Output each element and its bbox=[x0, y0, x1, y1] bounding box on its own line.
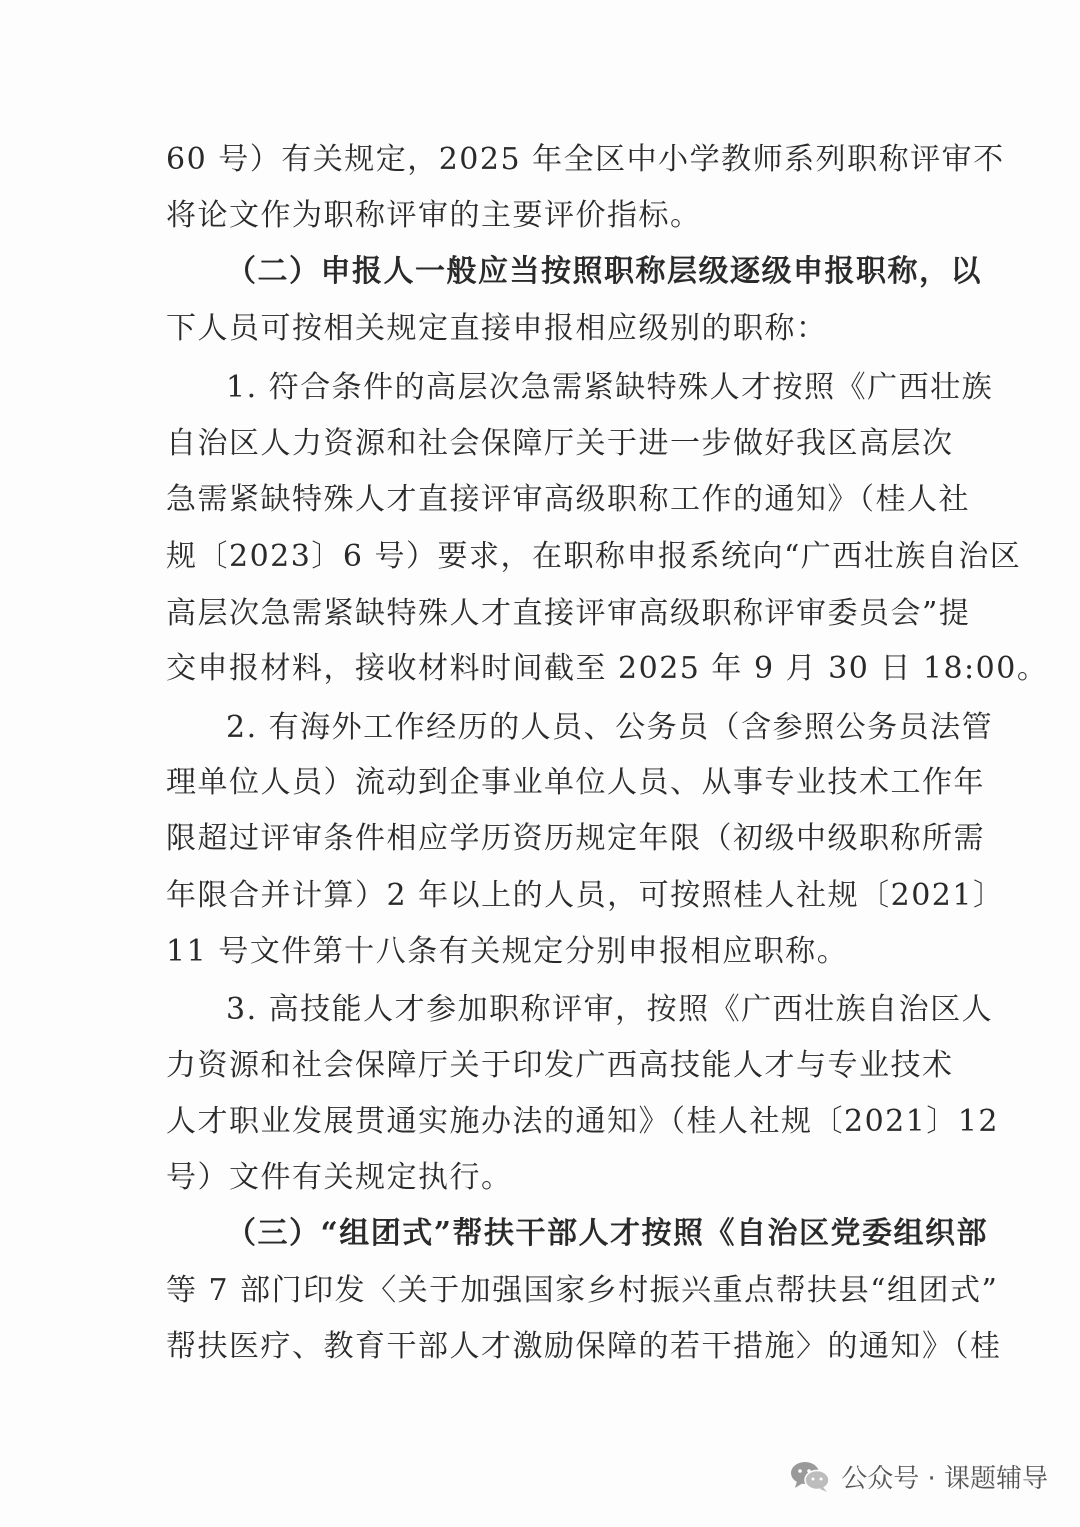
text-line-2: 将论文作为职称评审的主要评价指标。 bbox=[166, 198, 702, 233]
text-line-21: 等 7 部门印发〈关于加强国家乡村振兴重点帮扶县“组团式” bbox=[166, 1273, 999, 1308]
text-line-8: 规〔2023〕6 号）要求，在职称申报系统向“广西壮族自治区 bbox=[166, 539, 1022, 574]
text-line-19: 号）文件有关规定执行。 bbox=[166, 1160, 513, 1195]
text-line-22: 帮扶医疗、教育干部人才激励保障的若干措施〉的通知》（桂 bbox=[166, 1329, 1002, 1364]
section-heading-3: （三）“组团式”帮扶干部人才按照《自治区党委组织部 bbox=[226, 1216, 989, 1251]
text-line-5: 1. 符合条件的高层次急需紧缺特殊人才按照《广西壮族 bbox=[226, 370, 994, 405]
text-line-10: 交申报材料，接收材料时间截至 2025 年 9 月 30 日 18:00。 bbox=[166, 651, 1049, 686]
text-line-13: 限超过评审条件相应学历资历规定年限（初级中级职称所需 bbox=[166, 821, 985, 856]
text-line-1: 60 号）有关规定，2025 年全区中小学教师系列职称评审不 bbox=[166, 142, 1005, 177]
text-line-11: 2. 有海外工作经历的人员、公务员（含参照公务员法管 bbox=[226, 710, 994, 745]
text-line-4: 下人员可按相关规定直接申报相应级别的职称： bbox=[166, 311, 828, 346]
text-line-12: 理单位人员）流动到企事业单位人员、从事专业技术工作年 bbox=[166, 765, 985, 800]
watermark bbox=[789, 1454, 1048, 1498]
text-line-17: 力资源和社会保障厅关于印发广西高技能人才与专业技术 bbox=[166, 1048, 954, 1083]
text-line-14: 年限合并计算）2 年以上的人员，可按照桂人社规〔2021〕 bbox=[166, 878, 1005, 913]
text-line-9: 高层次急需紧缺特殊人才直接评审高级职称评审委员会”提 bbox=[166, 596, 971, 631]
text-line-18: 人才职业发展贯通实施办法的通知》（桂人社规〔2021〕12 bbox=[166, 1104, 1000, 1139]
text-line-7: 急需紧缺特殊人才直接评审高级职称工作的通知》（桂人社 bbox=[166, 482, 970, 517]
watermark-label: 公众号 · 课题辅导 bbox=[841, 1463, 1048, 1494]
text-line-6: 自治区人力资源和社会保障厅关于进一步做好我区高层次 bbox=[166, 426, 954, 461]
section-heading-2: （二）申报人一般应当按照职称层级逐级申报职称，以 bbox=[226, 254, 982, 289]
wechat-icon bbox=[789, 1459, 831, 1493]
text-line-16: 3. 高技能人才参加职称评审，按照《广西壮族自治区人 bbox=[226, 992, 994, 1027]
text-line-15: 11 号文件第十八条有关规定分别申报相应职称。 bbox=[166, 934, 849, 969]
